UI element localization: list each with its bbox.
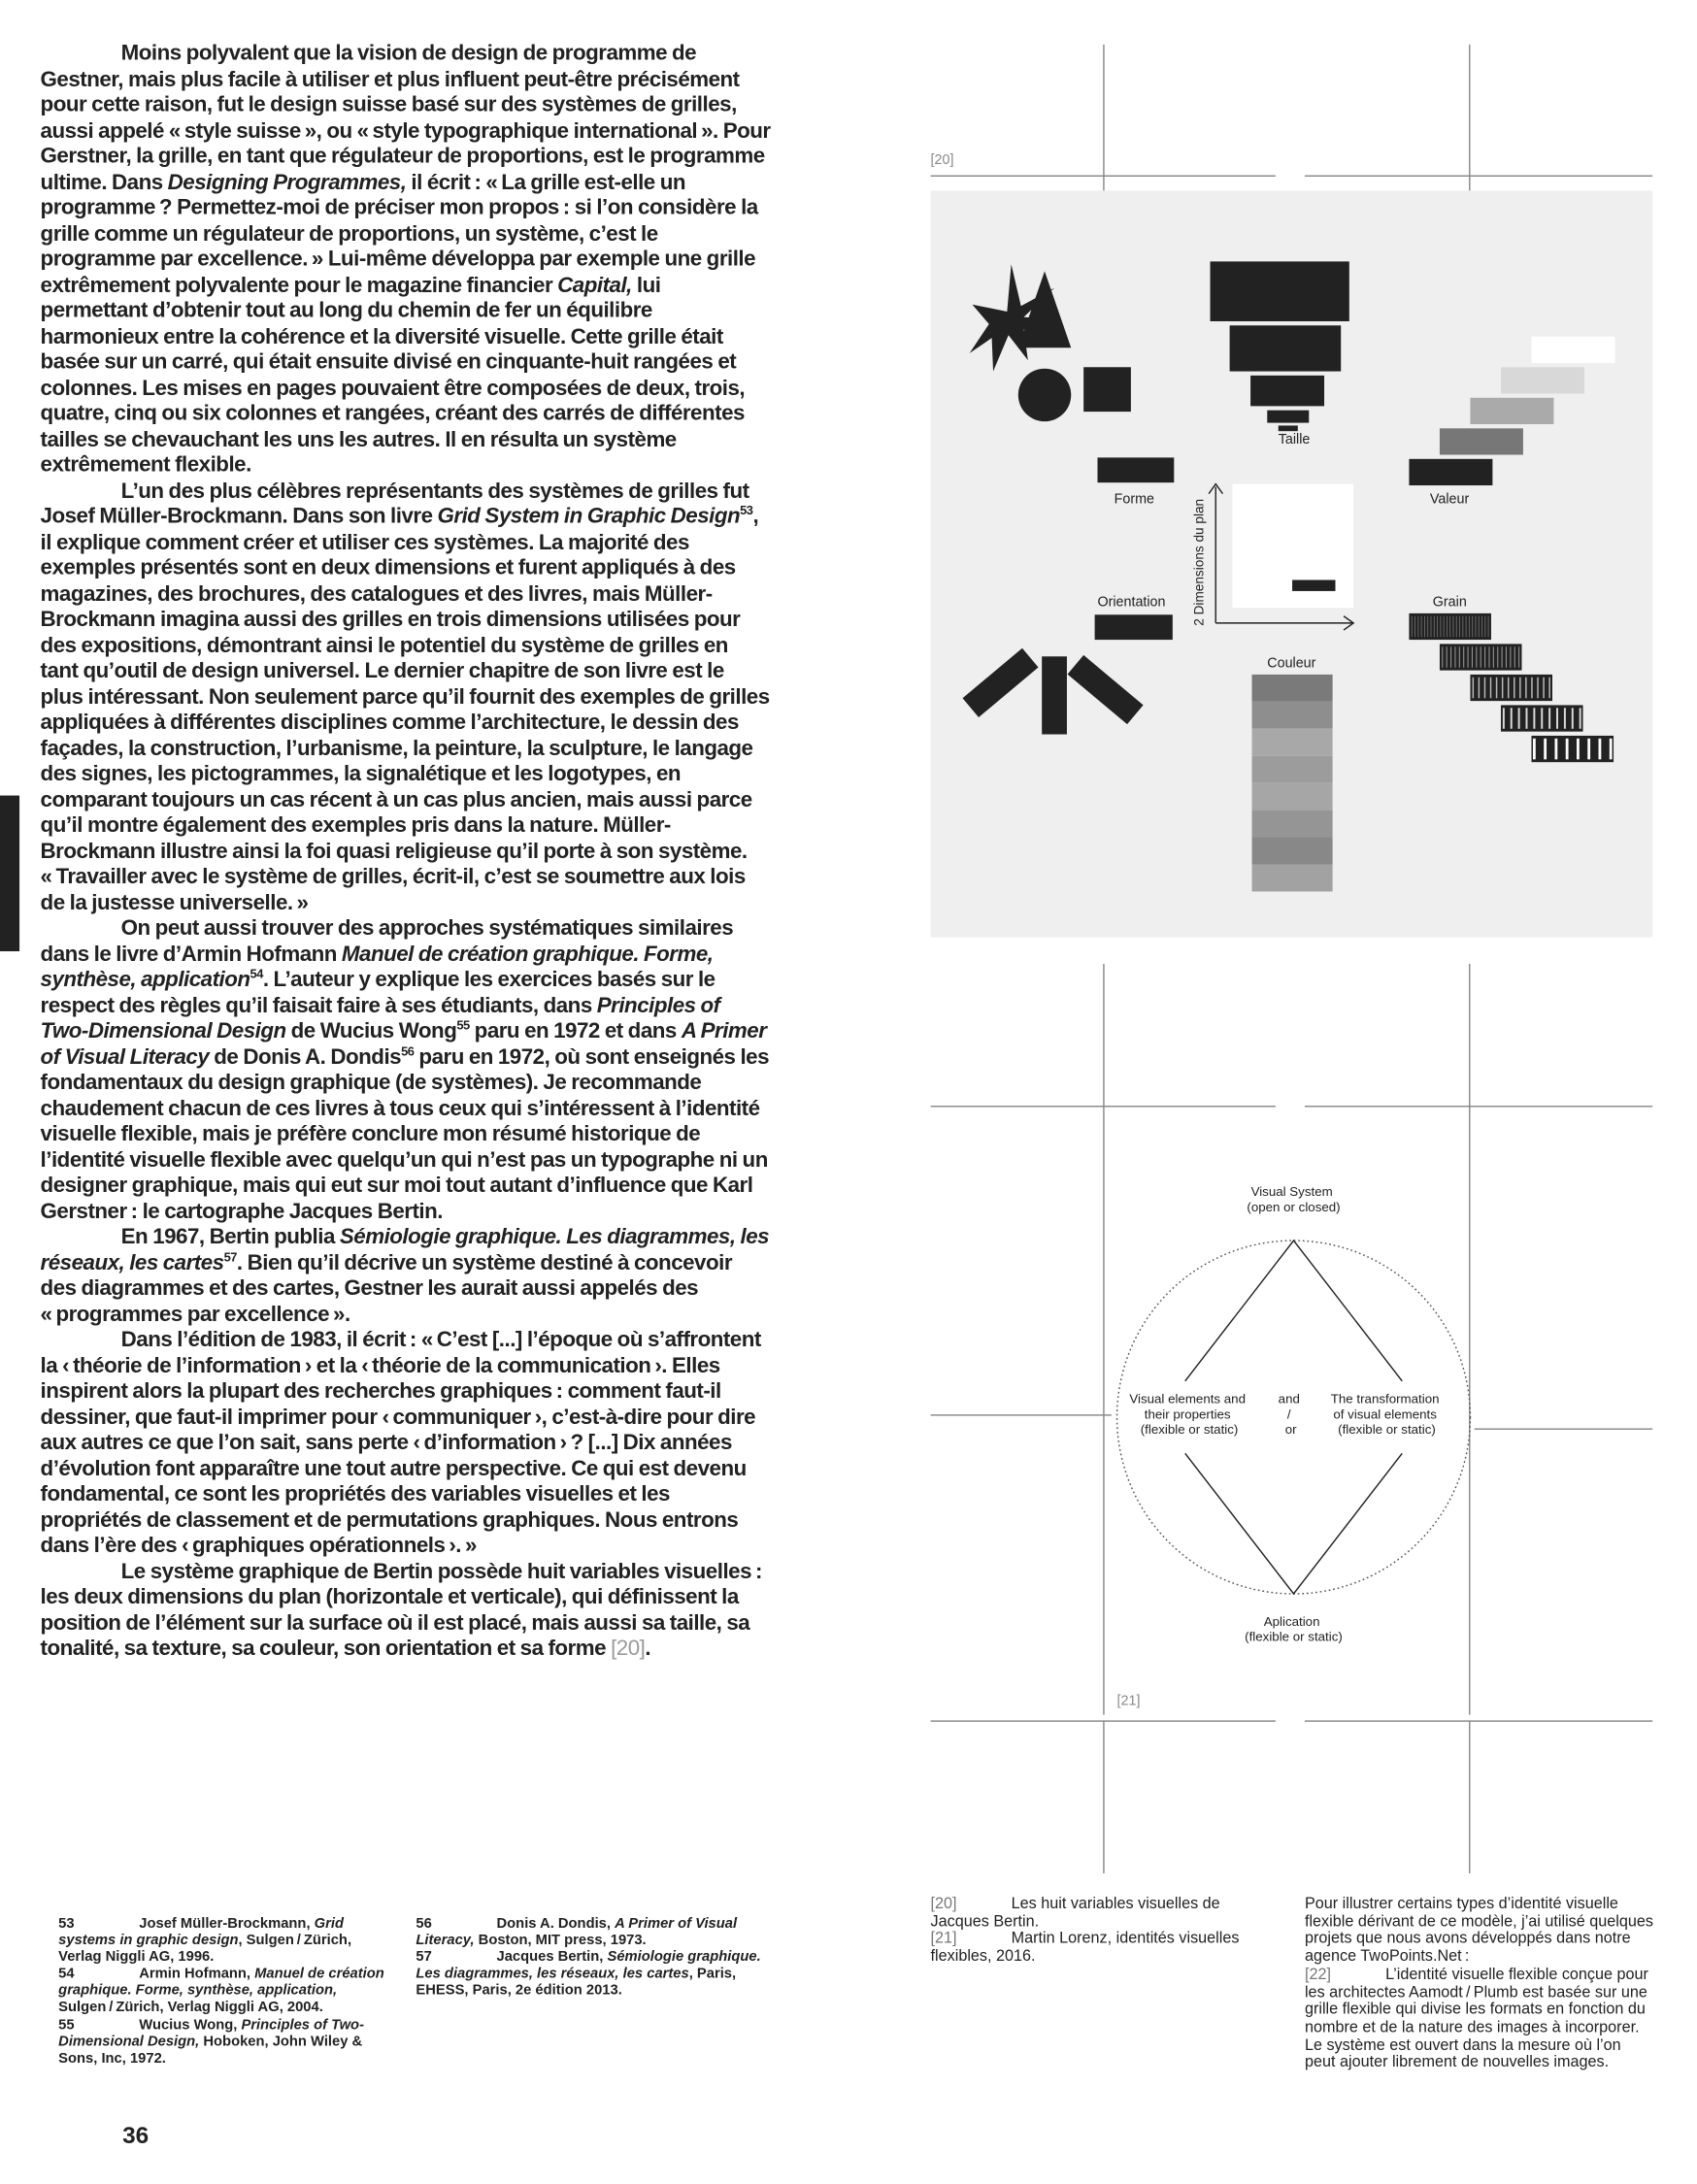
footnote-ref[interactable]: 55: [456, 1017, 470, 1033]
grain-label: Grain: [1432, 594, 1467, 611]
value-bars: [1409, 337, 1614, 485]
grain-stripe: [1497, 646, 1498, 667]
paragraph-6: Le système graphique de Bertin possède huit variables visuelles : les deux dimensions du plan (horizontale et verticale), qui définissent la position de l’élément sur la surface où il est placé, mais aussi sa taille, sa tonalité, sa texture, sa couleur, son orientation et sa forme [20].: [40, 1559, 762, 1661]
margin-tab-marker: [0, 796, 19, 951]
grid-line: [1305, 1720, 1652, 1721]
value-bar: [1409, 459, 1492, 485]
figure-21-visual-system-diagram: [1085, 1175, 1503, 1655]
orientation-bar: [1068, 655, 1144, 724]
grain-stripe: [1610, 739, 1613, 759]
grain-stripe: [1484, 616, 1485, 637]
visual-elements-label: Visual elements and their properties (flexible or static): [1129, 1391, 1247, 1438]
grain-stripe: [1459, 616, 1460, 637]
grid-line: [931, 176, 1276, 177]
grain-stripe: [1479, 678, 1481, 698]
orientation-bar: [1042, 656, 1067, 734]
grain-stripe: [1421, 616, 1422, 637]
orientation-bar: [1095, 614, 1173, 640]
transformation-label: The transformation of visual elements (flexible or static): [1330, 1391, 1440, 1438]
paragraph-2: L’un des plus célèbres représentants des systèmes de grilles fut Josef Müller-Brockmann. Dans son livre Grid System in Graphic Design$^{53}$, il explique comment créer et utiliser ces systèmes. La majorité des exemples présentés sont en deux dimensions et furent appliqués à des magazines, des brochures, des catalogues et des livres, mais Müller-Brockmann imagina aussi des grilles en trois dimensions utilisées pour des expositions, démontrant ainsi le potentiel du système de grilles en tant qu’outil de design universel. Le dernier chapitre de son livre est le plus intéressant. Non seulement parce qu’il fournit des exemples de grilles appliquées à différentes disciplines comme l’architecture, le dessin des façades, la construction, l’urbanisme, la peinture, la sculpture, le langage des signes, les pictogrammes, la signalétique et les logotypes, en comparant toujours un cas récent à un cas plus ancien, mais aussi parce qu’il montre également des exemples pris dans la nature. Müller-Brockmann illustre ainsi la foi quasi religieuse qu’il porte à son système. « Travailler avec le système de grilles, écrit-il, c’est se soumettre aux lois de la justesse universelle. »: [40, 479, 770, 915]
grain-stripe: [1514, 678, 1515, 698]
application-label: Aplication (flexible or static): [1245, 1613, 1343, 1644]
figure-ref[interactable]: [20]: [611, 1637, 646, 1661]
grain-stripe: [1427, 616, 1428, 637]
grid-line: [1305, 176, 1652, 177]
grain-stripe: [1473, 678, 1475, 698]
grain-stripe: [1496, 678, 1498, 698]
grain-stripe: [1548, 708, 1550, 728]
grain-stripe: [1456, 616, 1457, 637]
paragraph-4: En 1967, Bertin publia Sémiologie graphique. Les diagrammes, les réseaux, les cartes$^{57}$. Bien qu’il décrive un système destiné à concevoir des diagrammes et des cartes, Gestner les aurait aussi appelés des « programmes par excellence ».: [40, 1225, 770, 1327]
grain-stripe: [1554, 739, 1557, 759]
grain-stripe: [1440, 616, 1441, 637]
grain-bar: [1532, 736, 1614, 762]
figure-20-visual-variables: [931, 190, 1653, 937]
grain-stripe: [1533, 708, 1535, 728]
color-swatch: [1252, 783, 1333, 811]
grid-line: [1469, 1720, 1470, 1873]
grain-stripe: [1434, 616, 1435, 637]
grain-stripe: [1508, 678, 1510, 698]
forme-label: Forme: [1114, 491, 1155, 508]
square-shape: [1083, 367, 1131, 412]
grain-stripe: [1479, 616, 1480, 637]
grain-stripe: [1502, 678, 1504, 698]
grain-stripe: [1544, 739, 1547, 759]
grain-stripe: [1572, 708, 1574, 728]
footnote: 54 Armin Hofmann, Manuel de création graphique. Forme, synthèse, application, Sulgen / Zürich, Verlag Niggli AG, 2004.: [58, 1967, 384, 2016]
grid-line: [1103, 45, 1104, 192]
grid-line: [1305, 1106, 1652, 1107]
grain-stripe: [1577, 739, 1580, 759]
color-swatch: [1252, 756, 1333, 783]
couleur-label: Couleur: [1267, 655, 1316, 672]
dimensions-label: 2 Dimensions du plan: [1191, 498, 1207, 626]
grain-stripe: [1488, 616, 1489, 637]
project-captions: [1305, 1896, 1655, 2072]
grain-stripe: [1484, 678, 1486, 698]
grain-stripe: [1459, 646, 1460, 667]
book-title: A Primer of Visual Literacy: [40, 1019, 767, 1070]
value-bar: [1532, 337, 1615, 363]
grain-stripe: [1506, 646, 1507, 667]
value-bar: [1470, 398, 1553, 424]
grain-stripe: [1414, 616, 1415, 637]
grain-stripe: [1468, 646, 1469, 667]
footnotes-column-2: [416, 1916, 778, 2001]
figure-captions: [931, 1896, 1272, 1967]
grain-stripe: [1444, 616, 1445, 637]
grain-stripe: [1511, 708, 1513, 728]
grid-line: [1469, 45, 1470, 192]
grain-stripe: [1442, 646, 1443, 667]
color-swatch: [1252, 729, 1333, 756]
grain-stripe: [1587, 739, 1590, 759]
grain-stripe: [1472, 646, 1473, 667]
grid-line: [1103, 1720, 1104, 1873]
footnote: 55 Wucius Wong, Principles of Two-Dimensional Design, Hoboken, John Wiley & Sons, Inc, 1972.: [58, 2017, 364, 2067]
grain-stripe: [1488, 646, 1489, 667]
value-bar: [1440, 428, 1523, 454]
grain-stripe: [1484, 646, 1485, 667]
grain-stripe: [1514, 646, 1515, 667]
grain-stripe: [1518, 708, 1520, 728]
grain-stripe: [1463, 646, 1464, 667]
figure-21-svg: [1085, 1175, 1503, 1655]
book-title: Grid System in Graphic Design: [437, 505, 741, 529]
footnote: 57 Jacques Bertin, Sémiologie graphique. Les diagrammes, les réseaux, les cartes, Paris, EHESS, Paris, 2e édition 2013.: [416, 1950, 761, 2000]
grain-bar-body: [1470, 675, 1552, 701]
grain-stripe: [1519, 678, 1521, 698]
grain-stripe: [1541, 708, 1543, 728]
grain-stripe: [1412, 616, 1413, 637]
grid-line: [931, 1106, 1276, 1107]
grain-stripe: [1449, 616, 1450, 637]
grain-stripe: [1531, 678, 1533, 698]
grain-stripe: [1476, 616, 1477, 637]
caption-21: [21] Martin Lorenz, identités visuelles flexibles, 2016.: [930, 1931, 1240, 1966]
magazine-title: Capital,: [557, 273, 632, 297]
caption-22: [22] L’identité visuelle flexible conçue pour les architectes Aamodt / Plumb est basée sur une grille flexible qui divise les formats en fonction du nombre et de la nature des images à incorporer. Le système est ouvert dans la mesure où l’on peut ajouter librement de nouvelles images.: [1304, 1966, 1648, 2071]
size-bar: [1230, 325, 1342, 371]
grain-bar: [1440, 644, 1522, 670]
value-bar: [1501, 367, 1584, 393]
main-text-column: [41, 42, 771, 1663]
size-bar: [1279, 425, 1298, 431]
orientation-label: Orientation: [1097, 594, 1166, 611]
grain-stripe: [1469, 616, 1470, 637]
footnote-ref[interactable]: 53: [740, 503, 753, 518]
figure-21-label: [21]: [1116, 1694, 1141, 1709]
caption-intro: Pour illustrer certains types d’identité visuelle flexible dérivant de ce modèle, j’ai utilisé quelques projets que nous avons développés dans notre agence TwoPoints.Net :: [1304, 1895, 1653, 1966]
lower-diamond-line: [1185, 1453, 1403, 1594]
grain-stripe: [1462, 616, 1463, 637]
color-swatch: [1252, 864, 1333, 891]
grain-stripe: [1510, 646, 1511, 667]
book-title: Sémiologie graphique. Les diagrammes, les réseaux, les cartes: [40, 1225, 770, 1275]
book-title: Principles of Two-Dimensional Design: [40, 993, 720, 1043]
grain-stripe: [1543, 678, 1545, 698]
grain-stripe: [1476, 646, 1477, 667]
grain-stripe: [1548, 678, 1550, 698]
footnote-ref[interactable]: 56: [401, 1043, 415, 1058]
grain-stripe: [1417, 616, 1418, 637]
grain-stripe: [1566, 739, 1569, 759]
color-swatches: [1252, 675, 1333, 892]
grain-stripe: [1537, 678, 1539, 698]
grain-bar: [1409, 613, 1491, 640]
grain-stripe: [1518, 646, 1519, 667]
and-or-label: and / or: [1278, 1391, 1300, 1438]
grain-stripe: [1450, 646, 1451, 667]
orientation-bar: [962, 648, 1038, 717]
color-swatch: [1252, 811, 1333, 838]
paragraph-1: Moins polyvalent que la vision de design de programme de Gestner, mais plus facile à utiliser et plus influent peut-être précisément pour cette raison, fut le design suisse basé sur des systèmes de grilles, aussi appelé « style suisse », ou « style typographique international ». Pour Gerstner, la grille, en tant que régulateur de proportions, est le programme ultime. Dans Designing Programmes, il écrit : « La grille est-elle un programme ? Permettez-moi de préciser mon propos : si l’on considère la grille comme un régulateur de proportions, un système, c’est le programme par excellence. » Lui-même développa par exemple une grille extrêmement polyvalente pour le magazine financier Capital, lui permettant d’obtenir tout au long du chemin de fer un équilibre harmonieux entre la cohérence et la diversité visuelle. Cette grille était basée sur un carré, qui était ensuite divisé en cinquante-huit rangées et colonnes. Les mises en pages pouvaient être composées de deux, trois, quatre, cinq ou six colonnes et rangées, créant des carrés de différentes tailles se chevauchant les uns les autres. Il en résulta un système extrêmement flexible.: [40, 41, 771, 478]
grain-stripe: [1502, 646, 1503, 667]
footnote-ref[interactable]: 54: [250, 966, 263, 981]
color-swatch: [1252, 675, 1333, 702]
grain-stripe: [1556, 708, 1558, 728]
color-swatch: [1252, 702, 1333, 729]
footnote: 53 Josef Müller-Brockmann, Grid systems in graphic design, Sulgen / Zürich, Verlag Niggli AG, 1996.: [58, 1916, 352, 1966]
paragraph-5: Dans l’édition de 1983, il écrit : « C’est [...] l’époque où s’affrontent la ‹ théorie de l’information › et la ‹ théorie de la communication ›. Elles inspirent alors la plupart des recherches graphiques : comment faut-il dessiner, que faut-il imprimer pour ‹ communiquer ›, c’est-à-dire pour dire aux autres ce que l’on sait, sans perte ‹ d’information › ? [...] Dix années d’évolution font apparaître une tout autre perspective. Ce qui est devenu fondamental, ce sont les propriétés des variables visuelles et les propriétés de classement et de permutations graphiques. Nous entrons dans l’ère des ‹ graphiques opérationnels ›. »: [40, 1328, 761, 1558]
grain-stripe: [1525, 678, 1527, 698]
figure-20-svg: [931, 190, 1653, 937]
grain-stripe: [1472, 616, 1473, 637]
valeur-label: Valeur: [1429, 491, 1470, 508]
grain-stripe: [1564, 708, 1566, 728]
grain-stripe: [1599, 739, 1602, 759]
grain-stripe: [1453, 616, 1454, 637]
color-swatch: [1252, 838, 1333, 865]
paragraph-3: On peut aussi trouver des approches systématiques similaires dans le livre d’Armin Hofmann Manuel de création graphique. Forme, synthèse, application$^{54}$. L’auteur y explique les exercices basés sur le respect des règles qu’il faisait faire à ses étudiants, dans Principles of Two-Dimensional Design de Wucius Wong$^{55}$ paru en 1972 et dans A Primer of Visual Literacy de Donis A. Dondis$^{56}$ paru en 1972, où sont enseignés les fondamentaux du design graphique (de systèmes). Je recommande chaudement chacun de ces livres à tous ceux qui s’intéressent à l’identité visuelle flexible, mais je préfère conclure mon résumé historique de l’identité visuelle flexible avec quelqu’un qui n’est pas un typographe ni un designer graphique, mais qui eut sur moi tout autant d’influence que Karl Gerstner : le cartographe Jacques Bertin.: [40, 916, 770, 1224]
book-title: Designing Programmes,: [167, 170, 407, 194]
plane-marker: [1292, 579, 1335, 590]
grain-stripe: [1490, 678, 1492, 698]
grain-bar-body: [1532, 736, 1614, 762]
grain-bar: [1470, 675, 1552, 701]
grain-stripe: [1503, 708, 1505, 728]
grain-bar: [1501, 705, 1583, 731]
figure-20-label: [20]: [930, 152, 954, 169]
size-bar: [1250, 376, 1324, 407]
rectangle-shape: [1097, 457, 1174, 482]
grain-bars: [1409, 613, 1614, 762]
caption-20: [20] Les huit variables visuelles de Jacques Bertin.: [930, 1895, 1220, 1931]
upper-diamond-line: [1185, 1241, 1403, 1381]
size-bar: [1267, 411, 1309, 423]
page-number: 36: [122, 2122, 150, 2149]
size-bar: [1211, 261, 1349, 321]
grain-stripe: [1424, 616, 1425, 637]
grain-stripe: [1533, 739, 1536, 759]
grain-stripe: [1493, 646, 1494, 667]
footnote: 56 Donis A. Dondis, A Primer of Visual Literacy, Boston, MIT press, 1973.: [416, 1916, 738, 1949]
circle-shape: [1018, 369, 1071, 421]
grain-stripe: [1526, 708, 1528, 728]
grain-stripe: [1481, 616, 1482, 637]
grain-stripe: [1431, 616, 1432, 637]
grain-stripe: [1580, 708, 1581, 728]
grain-stripe: [1466, 616, 1467, 637]
grain-stripe: [1437, 616, 1438, 637]
footnotes-column-1: [58, 1916, 385, 2068]
footnote-ref[interactable]: 57: [223, 1249, 237, 1264]
grain-stripe: [1454, 646, 1455, 667]
book-title: Manuel de création graphique. Forme, synthèse, application: [40, 942, 714, 992]
taille-label: Taille: [1278, 432, 1311, 448]
visual-system-label: Visual System (open or closed): [1247, 1184, 1341, 1214]
